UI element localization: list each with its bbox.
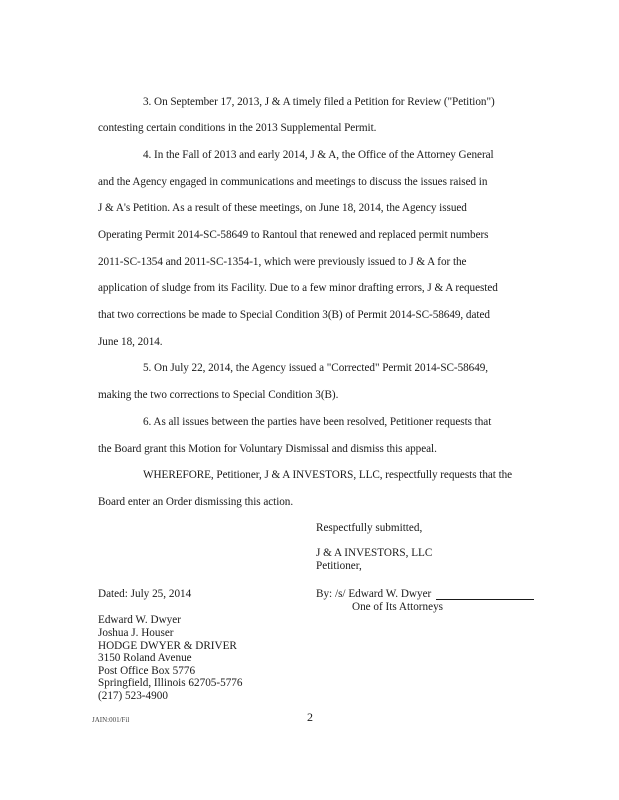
body-line: contesting certain conditions in the 2013 Supplemental Permit. — [98, 122, 377, 134]
counsel-line: Post Office Box 5776 — [98, 665, 196, 677]
body-line: 4. In the Fall of 2013 and early 2014, J & A, the Office of the Attorney General — [143, 149, 494, 161]
counsel-line: Springfield, Illinois 62705-5776 — [98, 677, 243, 689]
body-line: 2011-SC-1354 and 2011-SC-1354-1, which were previously issued to J & A for the — [98, 256, 467, 268]
signature-closing: Respectfully submitted, — [316, 522, 423, 534]
counsel-line: 3150 Roland Avenue — [98, 652, 192, 664]
signature-underline — [436, 599, 534, 600]
body-line: the Board grant this Motion for Voluntary Dismissal and dismiss this appeal. — [98, 443, 437, 455]
body-line: that two corrections be made to Special Condition 3(B) of Permit 2014-SC-58649, dated — [98, 309, 490, 321]
body-line: WHEREFORE, Petitioner, J & A INVESTORS, LLC, respectfully requests that the — [143, 469, 513, 481]
dated-line: Dated: July 25, 2014 — [98, 588, 192, 600]
signature-role: Petitioner, — [316, 560, 362, 572]
body-line: 6. As all issues between the parties have been resolved, Petitioner requests that — [143, 416, 492, 428]
body-line: making the two corrections to Special Condition 3(B). — [98, 389, 339, 401]
counsel-line: Edward W. Dwyer — [98, 614, 181, 626]
body-line: application of sludge from its Facility. Due to a few minor drafting errors, J & A requested — [98, 282, 498, 294]
body-line: June 18, 2014. — [98, 336, 163, 348]
counsel-line: HODGE DWYER & DRIVER — [98, 640, 237, 652]
body-line: Operating Permit 2014-SC-58649 to Rantoul that renewed and replaced permit numbers — [98, 229, 489, 241]
document-code: JAIN:001/Fil — [92, 716, 130, 724]
body-line: Board enter an Order dismissing this action. — [98, 496, 294, 508]
page-number: 2 — [307, 710, 313, 724]
signature-attorneys: One of Its Attorneys — [352, 601, 444, 613]
body-line: and the Agency engaged in communications and meetings to discuss the issues raised in — [98, 176, 488, 188]
body-line: 5. On July 22, 2014, the Agency issued a "Corrected" Permit 2014-SC-58649, — [143, 362, 489, 374]
signature-by: By: /s/ Edward W. Dwyer — [316, 588, 432, 600]
body-line: 3. On September 17, 2013, J & A timely filed a Petition for Review ("Petition") — [143, 96, 495, 108]
signature-party: J & A INVESTORS, LLC — [316, 547, 433, 559]
counsel-line: Joshua J. Houser — [98, 627, 174, 639]
counsel-line: (217) 523-4900 — [98, 690, 168, 702]
body-line: J & A's Petition. As a result of these meetings, on June 18, 2014, the Agency issued — [98, 202, 467, 214]
